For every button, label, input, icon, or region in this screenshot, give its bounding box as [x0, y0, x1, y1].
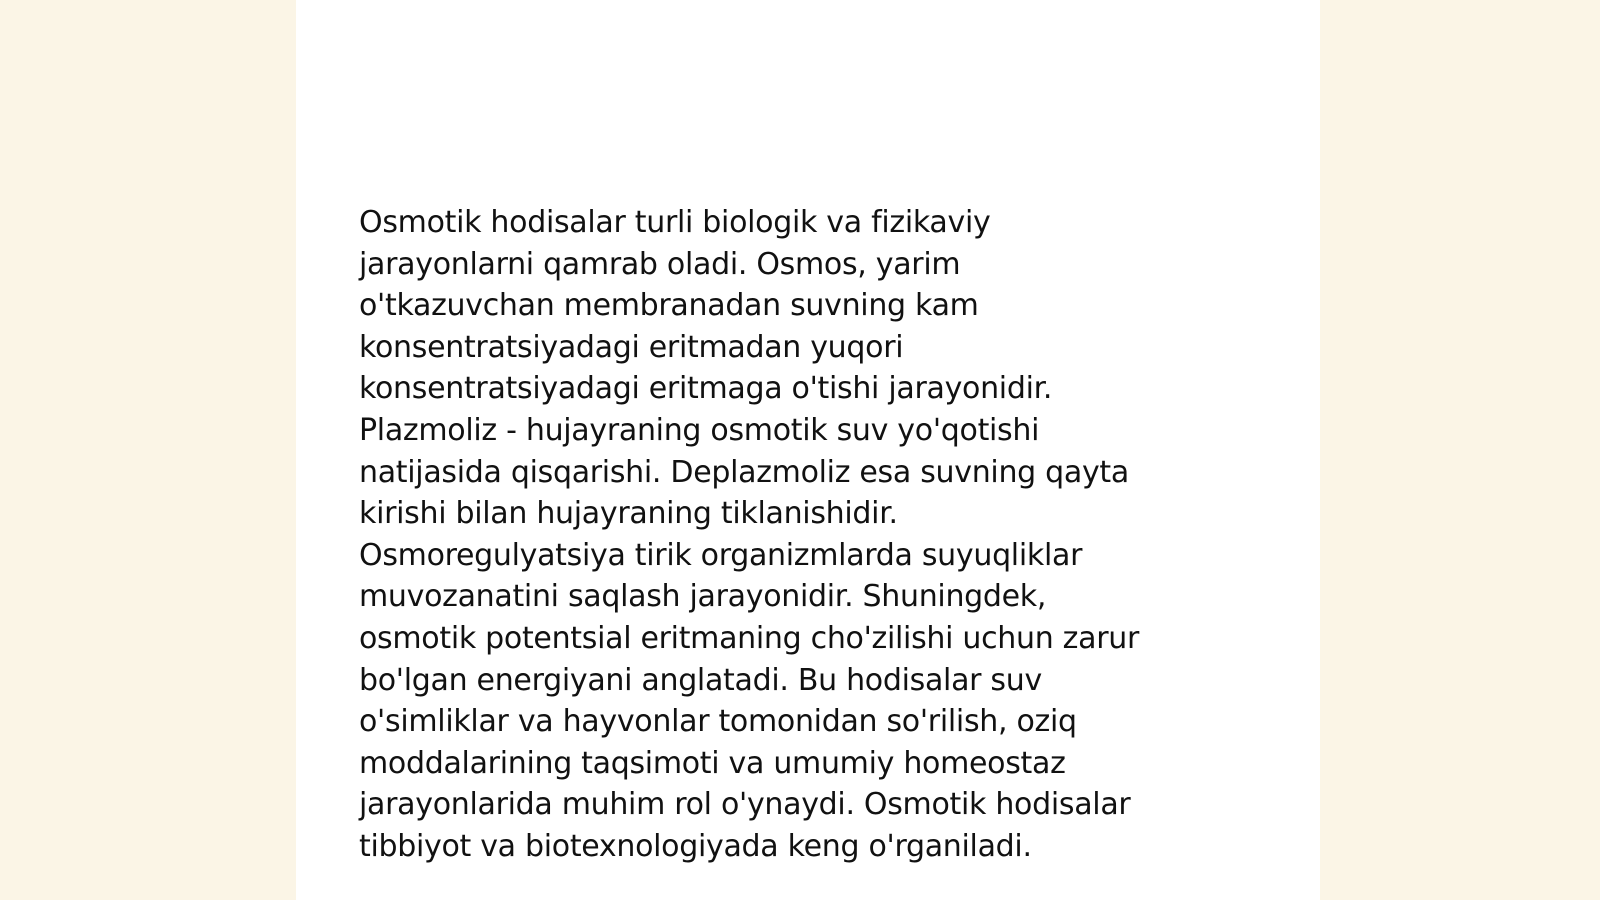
document-page: [296, 0, 1320, 900]
body-paragraph: Osmotik hodisalar turli biologik va fizikaviy jarayonlarni qamrab oladi. Osmos, yarim o'tkazuvchan membranadan suvning kam konsentratsiyadagi eritmadan yuqori konsentratsiyadagi eritmaga o'tishi jarayonidir. Plazmoliz - hujayraning osmotik suv yo'qotishi natijasida qisqarishi. Deplazmoliz esa suvning qayta kirishi bilan hujayraning tiklanishidir. Osmoregulyatsiya tirik organizmlarda suyuqliklar muvozanatini saqlash jarayonidir. Shuningdek, osmotik potentsial eritmaning cho'zilishi uchun zarur bo'lgan energiyani anglatadi. Bu hodisalar suv o'simliklar va hayvonlar tomonidan so'rilish, oziq moddalarining taqsimoti va umumiy homeostaz jarayonlarida muhim rol o'ynaydi. Osmotik hodisalar tibbiyot va biotexnologiyada keng o'rganiladi.: [359, 205, 1139, 864]
